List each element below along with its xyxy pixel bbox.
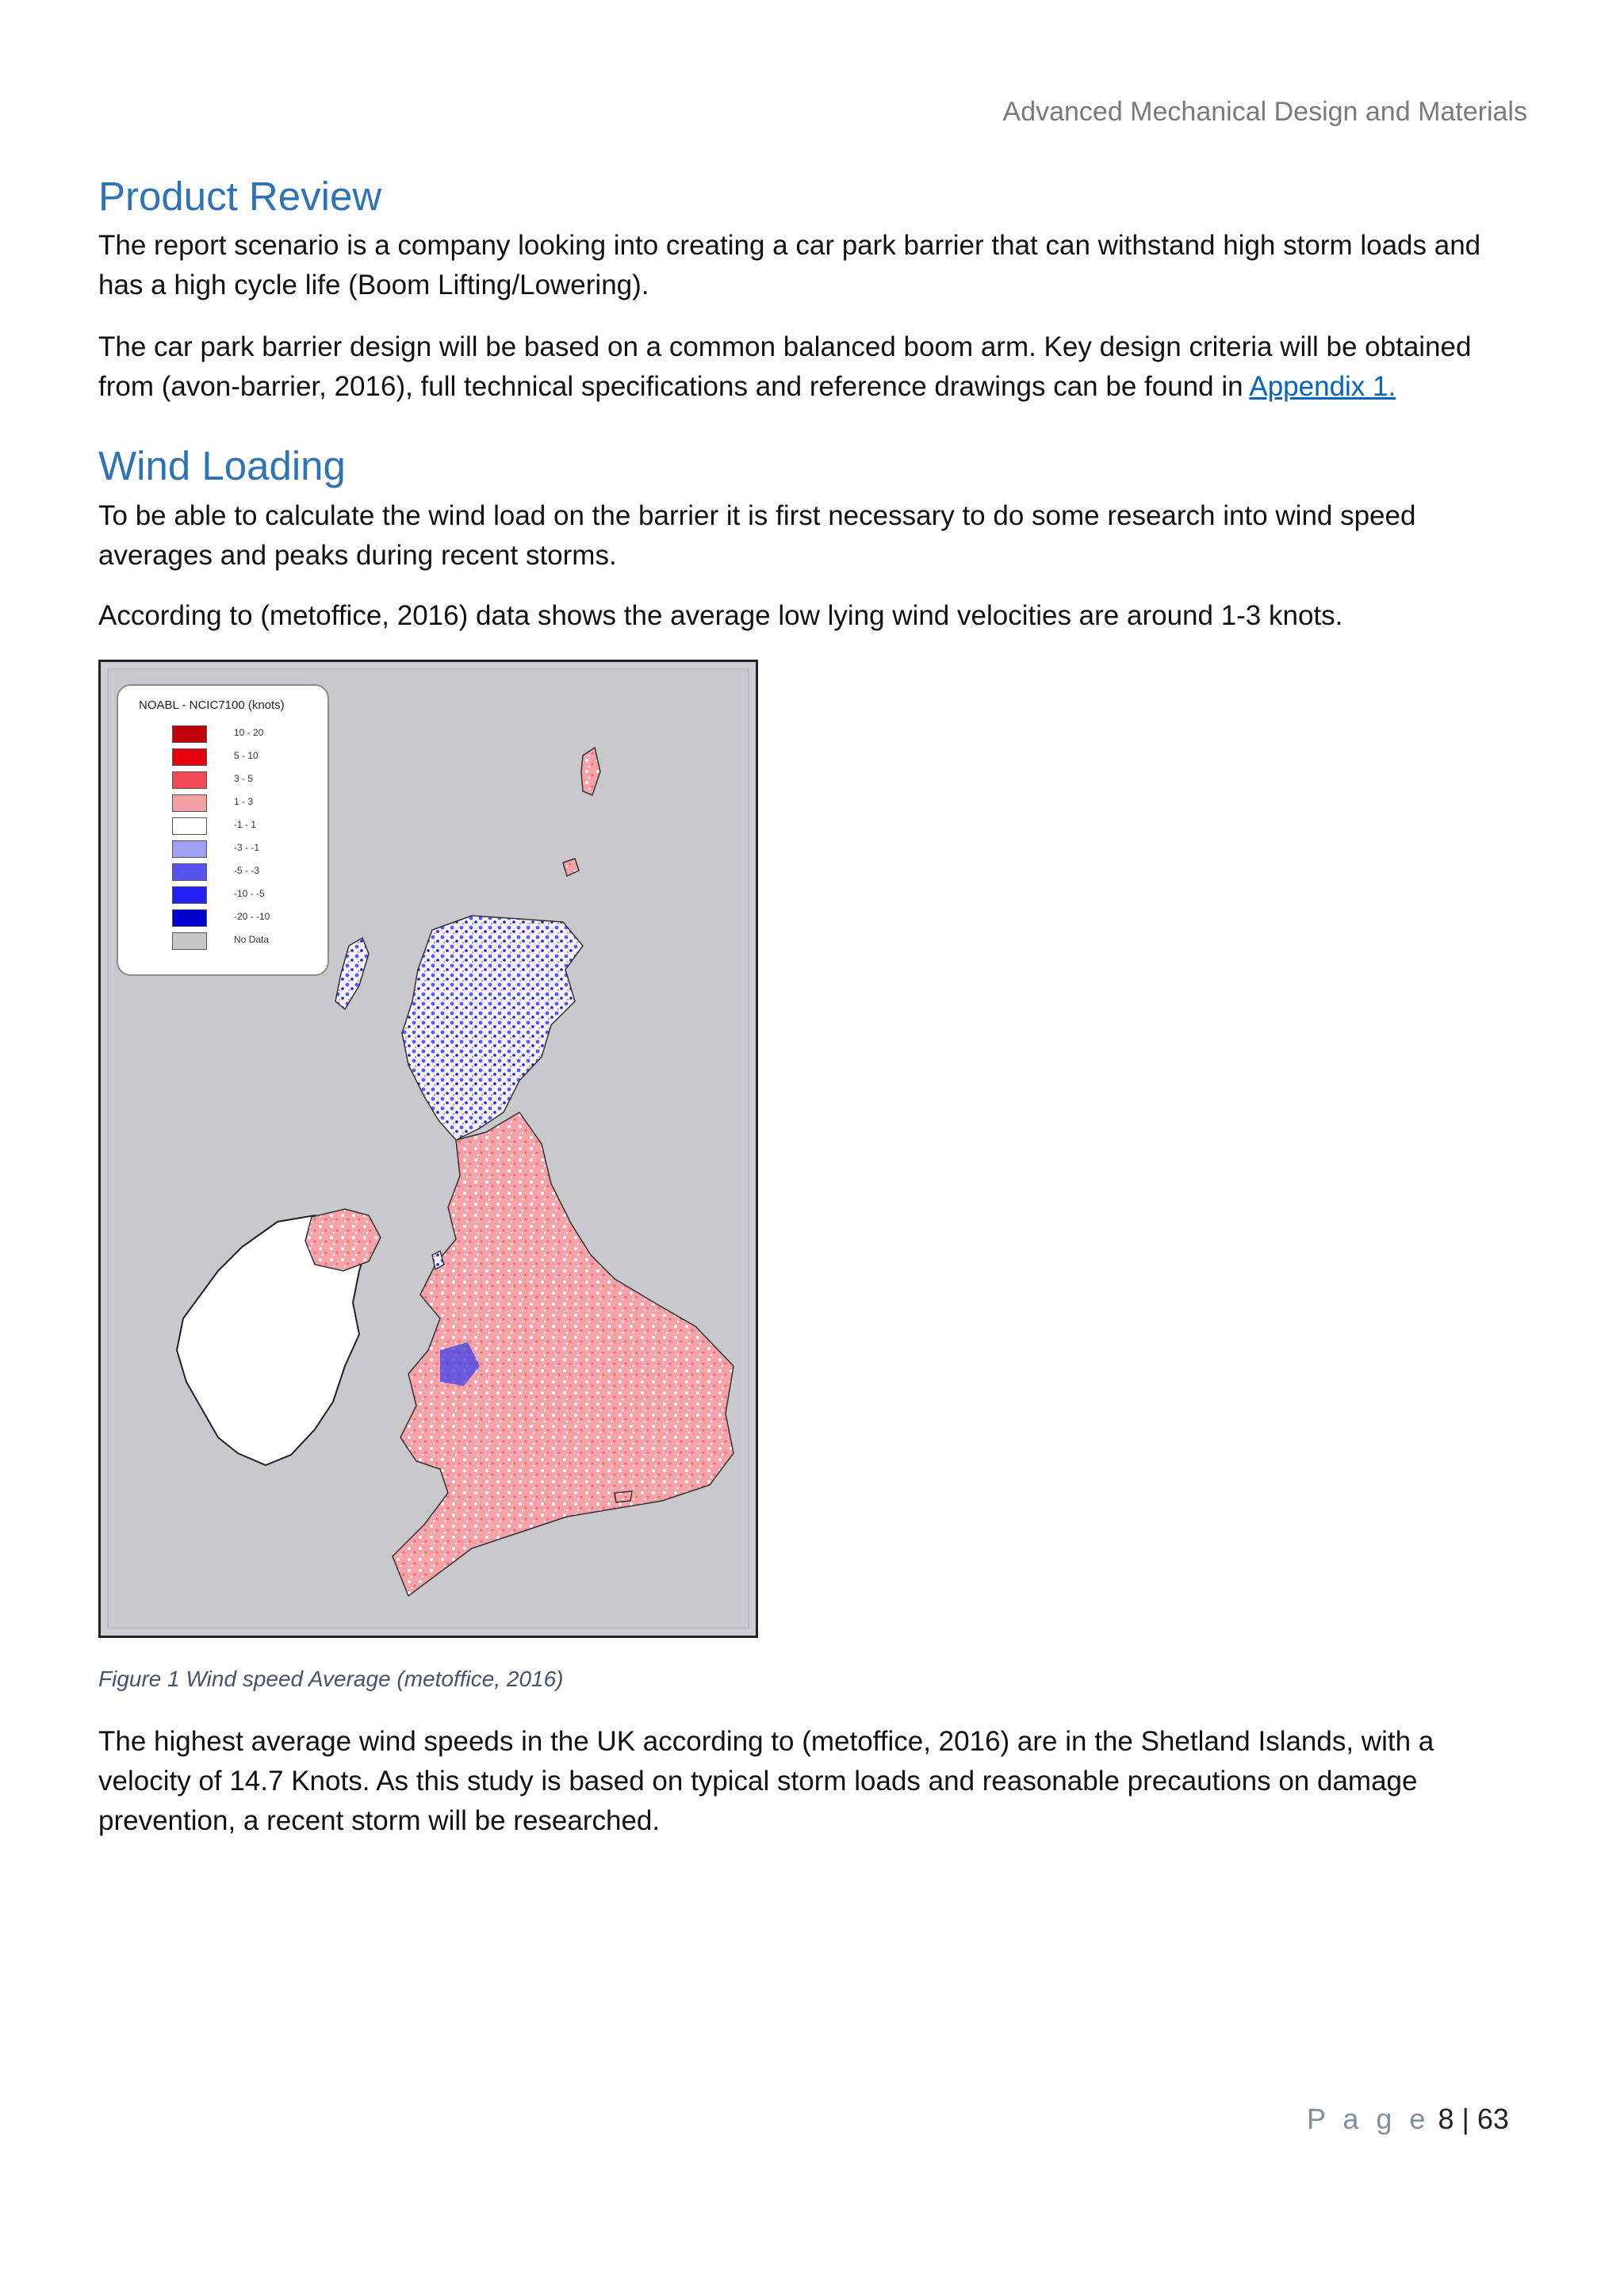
heading-wind-loading: Wind Loading: [98, 443, 346, 488]
legend-swatch: [172, 886, 207, 904]
legend-label: 10 - 20: [234, 727, 264, 738]
page-number: [1307, 2103, 1509, 2136]
legend-swatch: [172, 909, 207, 927]
legend-label: -10 - -5: [234, 888, 265, 899]
legend-swatch: [172, 863, 207, 881]
paragraph-average-velocities: According to (metoffice, 2016) data shows the average low lying wind velocities are around 1-3 knots.: [98, 600, 1343, 631]
wind-speed-map: [107, 668, 749, 1629]
running-header: Advanced Mechanical Design and Materials: [1002, 97, 1527, 127]
legend-swatch: [172, 794, 207, 812]
legend-label: -1 - 1: [234, 819, 257, 830]
paragraph-wind-research: To be able to calculate the wind load on the barrier it is first necessary to do some research into wind speed averages and peaks during recent storms.: [98, 500, 1416, 571]
page-label: P a g e: [1307, 2103, 1431, 2135]
total-pages: 63: [1477, 2103, 1509, 2135]
legend-swatch: [172, 725, 207, 743]
northern-ireland: [305, 1209, 381, 1271]
heading-product-review: Product Review: [98, 174, 382, 219]
legend-title: NOABL - NCIC7100 (knots): [139, 698, 285, 712]
paragraph-scenario: The report scenario is a company looking into creating a car park barrier that can withstand high storm loads and has a high cycle life (Boom Lifting/Lowering).: [98, 230, 1481, 300]
legend-label: -20 - -10: [234, 911, 270, 922]
map-legend: [117, 684, 329, 976]
figure-caption: Figure 1 Wind speed Average (metoffice, 2016): [98, 1667, 564, 1691]
legend-swatch: [172, 748, 207, 766]
legend-label: 3 - 5: [234, 773, 254, 784]
wind-speed-map-figure: [98, 660, 758, 1638]
legend-label: -5 - -3: [234, 865, 260, 876]
legend-swatch: [172, 771, 207, 789]
legend-label: No Data: [234, 934, 270, 945]
paragraph-highest-wind-speeds: The highest average wind speeds in the UK according to (metoffice, 2016) are in the Shetland Islands, with a velocity of 14.7 Knots. As this study is based on typical storm loads and reasonable precautions on damage prevention, a recent storm will be researched.: [98, 1726, 1434, 1836]
paragraph-design-criteria: [98, 327, 1526, 407]
legend-label: 1 - 3: [234, 796, 254, 807]
western-isles: [335, 938, 369, 1009]
page-separator: |: [1461, 2103, 1469, 2135]
isle-of-wight: [615, 1491, 632, 1502]
orkney-islands: [563, 859, 579, 876]
legend-swatch: [172, 932, 207, 950]
scotland: [402, 916, 583, 1140]
legend-swatch: [172, 817, 207, 835]
legend-label: 5 - 10: [234, 750, 259, 761]
current-page: 8: [1438, 2103, 1454, 2135]
appendix-1-link[interactable]: Appendix 1.: [1249, 371, 1396, 402]
paragraph-design-criteria-text: The car park barrier design will be based on a common balanced boom arm. Key design criteria will be obtained from (avon-barrier, 2016), full technical specifications and reference drawings can be found in: [98, 331, 1472, 402]
legend-label: -3 - -1: [234, 842, 260, 853]
legend-swatch: [172, 840, 207, 858]
shetland-islands: [581, 748, 600, 795]
